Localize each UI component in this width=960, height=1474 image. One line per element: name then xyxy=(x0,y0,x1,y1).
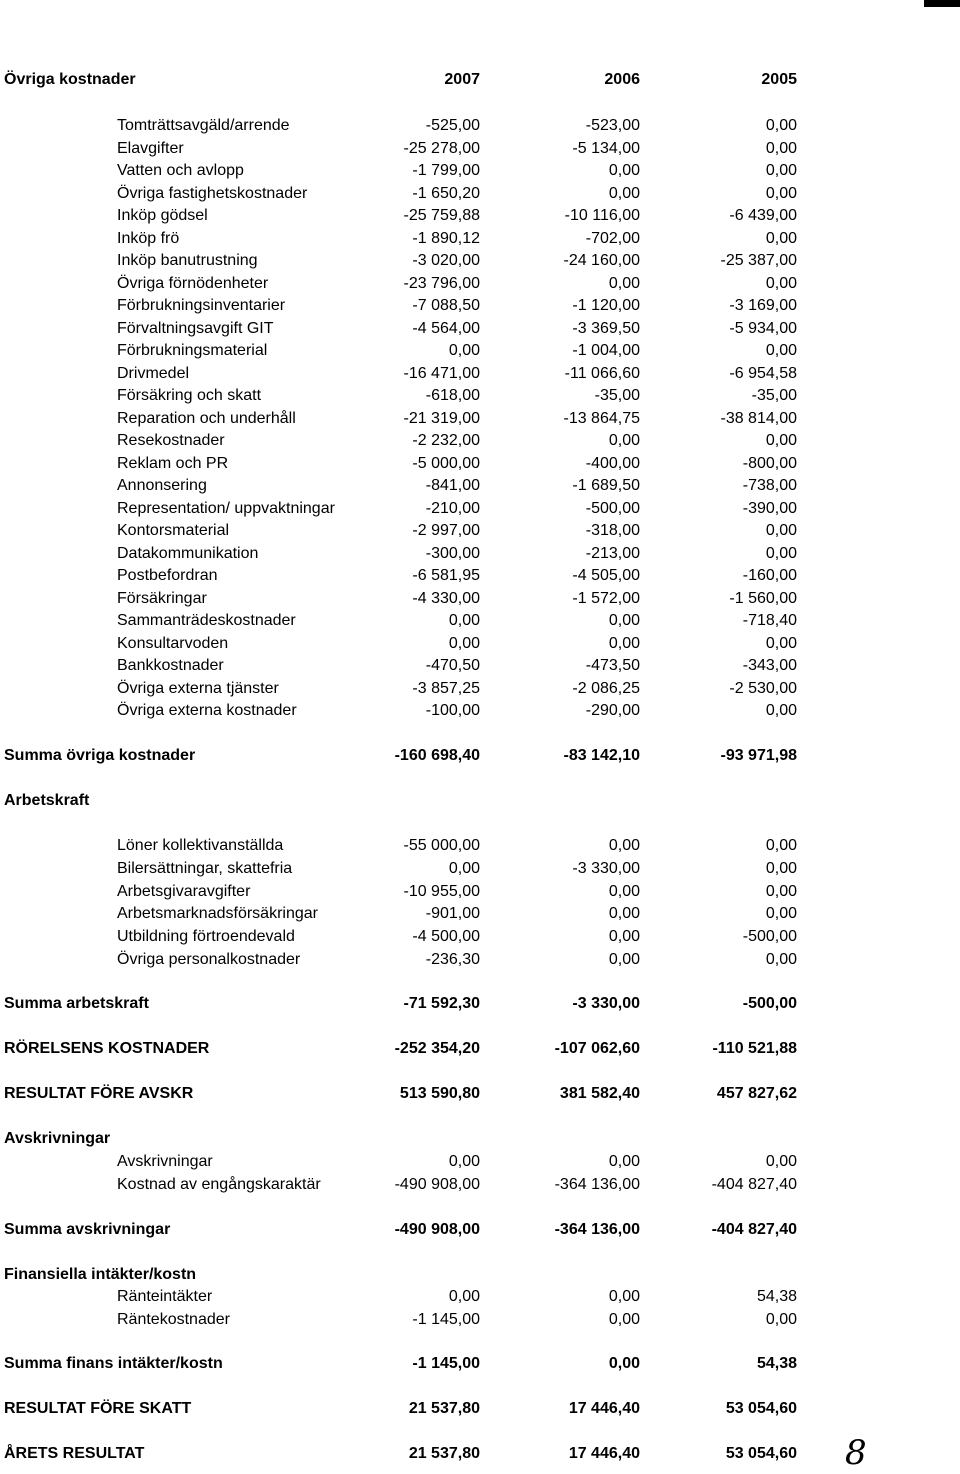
row-label: Inköp banutrustning xyxy=(117,252,258,269)
value-2005: 53 054,60 xyxy=(725,1445,797,1462)
value-2007: -16 471,00 xyxy=(403,364,480,382)
row-label: Summa finans intäkter/kostn xyxy=(4,1355,223,1372)
table-row xyxy=(0,1174,960,1196)
year-2007-header: 2007 xyxy=(444,71,480,88)
value-2005: -110 521,88 xyxy=(712,1040,797,1057)
row-label: Drivmedel xyxy=(117,364,190,382)
value-2006: 0,00 xyxy=(608,1153,640,1170)
row-label: Förvaltningsavgift GIT xyxy=(117,319,274,337)
value-2005: 0,00 xyxy=(765,139,797,157)
value-2007: -525,00 xyxy=(425,117,480,134)
table-row xyxy=(0,340,960,362)
value-2006: -3 369,50 xyxy=(572,319,640,337)
value-2007: -25 759,88 xyxy=(403,207,480,224)
value-2006: -35,00 xyxy=(594,387,640,404)
value-2007: -1 890,12 xyxy=(412,229,480,247)
value-2006: 0,00 xyxy=(608,928,640,946)
value-2005: -1 560,00 xyxy=(729,589,797,607)
value-2006: -11 066,60 xyxy=(564,364,640,382)
value-2007: -901,00 xyxy=(425,905,480,923)
arets-resultat-row xyxy=(0,1443,960,1465)
value-2005: -800,00 xyxy=(742,454,797,472)
row-label: RESULTAT FÖRE AVSKR xyxy=(4,1085,194,1102)
value-2005: -93 971,98 xyxy=(720,747,797,764)
row-label: Tomträttsavgäld/arrende xyxy=(117,117,290,134)
avskrivningar-heading-row xyxy=(0,1128,960,1150)
row-label: Summa arbetskraft xyxy=(4,995,149,1012)
value-2007: -841,00 xyxy=(425,477,480,494)
value-2005: 54,38 xyxy=(756,1355,797,1372)
value-2007: -6 581,95 xyxy=(412,567,480,584)
row-label: Reparation och underhåll xyxy=(117,409,296,427)
value-2006: -24 160,00 xyxy=(563,252,640,269)
row-label: Representation/ uppvaktningar xyxy=(117,499,335,517)
row-label: Avskrivningar xyxy=(117,1153,213,1170)
value-2005: 0,00 xyxy=(765,837,797,854)
row-label: Förbrukningsinventarier xyxy=(117,297,286,314)
row-label: Bilersättningar, skattefria xyxy=(117,859,293,877)
year-2006-header: 2006 xyxy=(604,71,640,88)
table-row xyxy=(0,835,960,857)
row-label: Vatten och avlopp xyxy=(117,162,244,179)
row-label: Summa avskrivningar xyxy=(4,1221,171,1238)
value-2006: -10 116,00 xyxy=(564,207,640,224)
value-2007: -3 020,00 xyxy=(412,252,480,269)
value-2007: -2 232,00 xyxy=(412,432,480,449)
value-2006: 0,00 xyxy=(608,612,640,629)
value-2005: 457 827,62 xyxy=(716,1085,797,1102)
value-2007: -100,00 xyxy=(425,702,480,719)
value-2006: -1 689,50 xyxy=(572,477,640,494)
value-2005: 54,38 xyxy=(756,1288,797,1305)
row-label: Försäkring och skatt xyxy=(117,387,262,404)
value-2006: -702,00 xyxy=(585,229,640,247)
value-2005: -390,00 xyxy=(742,499,797,517)
value-2006: -473,50 xyxy=(585,657,640,674)
table-row xyxy=(0,363,960,385)
value-2005: 0,00 xyxy=(765,882,797,900)
value-2007: 0,00 xyxy=(448,1153,480,1170)
row-label: Kontorsmaterial xyxy=(117,522,230,539)
value-2005: 0,00 xyxy=(765,274,797,292)
resultat-fore-skatt-row xyxy=(0,1398,960,1420)
row-label: Summa övriga kostnader xyxy=(4,747,196,764)
value-2006: 0,00 xyxy=(608,951,640,968)
table-row xyxy=(0,453,960,475)
row-label: Övriga externa tjänster xyxy=(117,679,279,697)
value-2007: 0,00 xyxy=(448,612,480,629)
value-2005: 0,00 xyxy=(765,522,797,539)
value-2005: 0,00 xyxy=(765,1310,797,1328)
summa-arbetskraft-row xyxy=(0,993,960,1015)
value-2006: 0,00 xyxy=(608,1310,640,1328)
summa-ovriga-row xyxy=(0,745,960,767)
value-2007: -1 145,00 xyxy=(412,1355,480,1372)
value-2005: 0,00 xyxy=(765,229,797,247)
value-2006: 0,00 xyxy=(608,1288,640,1305)
table-row xyxy=(0,1286,960,1308)
row-label: Postbefordran xyxy=(117,567,218,584)
row-label: Ränteintäkter xyxy=(117,1288,213,1305)
value-2006: 0,00 xyxy=(608,905,640,923)
row-label: RESULTAT FÖRE SKATT xyxy=(4,1400,192,1417)
value-2006: 0,00 xyxy=(608,184,640,202)
row-label: Löner kollektivanställda xyxy=(117,837,284,854)
table-row xyxy=(0,858,960,880)
row-label: Övriga externa kostnader xyxy=(117,702,297,719)
table-row xyxy=(0,610,960,632)
value-2005: 0,00 xyxy=(765,342,797,359)
value-2005: 0,00 xyxy=(765,1153,797,1170)
table-row xyxy=(0,295,960,317)
value-2007: -490 908,00 xyxy=(394,1175,480,1193)
value-2007: -618,00 xyxy=(425,387,480,404)
table-row xyxy=(0,520,960,542)
table-row xyxy=(0,385,960,407)
value-2007: -236,30 xyxy=(425,951,480,968)
value-2006: 0,00 xyxy=(608,634,640,652)
value-2005: -3 169,00 xyxy=(729,297,797,314)
value-2007: -23 796,00 xyxy=(403,274,480,292)
value-2007: -4 330,00 xyxy=(412,589,480,607)
table-row xyxy=(0,205,960,227)
value-2005: 53 054,60 xyxy=(725,1400,797,1417)
value-2007: 21 537,80 xyxy=(408,1400,480,1417)
value-2006: 17 446,40 xyxy=(568,1445,640,1462)
value-2006: -3 330,00 xyxy=(572,995,640,1012)
value-2007: -4 564,00 xyxy=(412,319,480,337)
value-2006: -1 120,00 xyxy=(572,297,640,314)
row-label: Sammanträdeskostnader xyxy=(117,612,296,629)
row-label: Inköp gödsel xyxy=(117,207,208,224)
value-2007: -160 698,40 xyxy=(394,747,480,764)
value-2007: -1 145,00 xyxy=(412,1310,480,1328)
value-2006: -13 864,75 xyxy=(563,409,640,427)
value-2007: -252 354,20 xyxy=(394,1040,480,1057)
value-2007: -71 592,30 xyxy=(403,995,480,1012)
section-heading: Arbetskraft xyxy=(4,792,90,809)
resultat-fore-avskr-row xyxy=(0,1083,960,1105)
value-2007: -7 088,50 xyxy=(412,297,480,314)
value-2006: -500,00 xyxy=(585,499,640,517)
value-2006: -364 136,00 xyxy=(554,1175,640,1193)
value-2006: -83 142,10 xyxy=(563,747,640,764)
table-row xyxy=(0,1151,960,1173)
table-row xyxy=(0,273,960,295)
table-row xyxy=(0,138,960,160)
table-row xyxy=(0,430,960,452)
value-2007: -10 955,00 xyxy=(403,882,480,900)
table-row xyxy=(0,228,960,250)
row-label: Datakommunikation xyxy=(117,544,259,562)
section-heading: Avskrivningar xyxy=(4,1130,111,1147)
table-row xyxy=(0,183,960,205)
row-label: Elavgifter xyxy=(117,139,184,157)
value-2005: -6 439,00 xyxy=(729,207,797,224)
value-2006: 0,00 xyxy=(608,162,640,179)
value-2006: -400,00 xyxy=(585,454,640,472)
value-2007: 0,00 xyxy=(448,859,480,877)
value-2005: 0,00 xyxy=(765,634,797,652)
table-row xyxy=(0,475,960,497)
row-label: Kostnad av engångskaraktär xyxy=(117,1175,321,1193)
table-row xyxy=(0,318,960,340)
value-2005: -404 827,40 xyxy=(711,1221,797,1238)
value-2007: -5 000,00 xyxy=(412,454,480,472)
value-2005: -2 530,00 xyxy=(729,679,797,697)
value-2006: 0,00 xyxy=(608,274,640,292)
value-2006: -213,00 xyxy=(585,544,640,562)
value-2005: 0,00 xyxy=(765,702,797,719)
page-number: 8 xyxy=(845,1433,867,1473)
value-2007: -3 857,25 xyxy=(412,679,480,697)
value-2006: 0,00 xyxy=(608,882,640,900)
value-2006: -107 062,60 xyxy=(554,1040,640,1057)
value-2007: -25 278,00 xyxy=(403,139,480,157)
row-label: ÅRETS RESULTAT xyxy=(4,1445,145,1462)
value-2006: -523,00 xyxy=(585,117,640,134)
value-2005: -343,00 xyxy=(742,657,797,674)
value-2006: -364 136,00 xyxy=(554,1221,640,1238)
table-row xyxy=(0,678,960,700)
value-2007: 0,00 xyxy=(448,634,480,652)
table-row xyxy=(0,588,960,610)
value-2007: 0,00 xyxy=(448,342,480,359)
row-label: Arbetsmarknadsförsäkringar xyxy=(117,905,318,923)
table-row xyxy=(0,881,960,903)
value-2007: -300,00 xyxy=(425,544,480,562)
value-2006: -290,00 xyxy=(585,702,640,719)
row-label: Reklam och PR xyxy=(117,454,229,472)
value-2006: 17 446,40 xyxy=(568,1400,640,1417)
value-2005: 0,00 xyxy=(765,905,797,923)
row-label: Utbildning förtroendevald xyxy=(117,928,295,946)
table-row xyxy=(0,115,960,137)
row-label: Resekostnader xyxy=(117,432,225,449)
value-2007: -1 799,00 xyxy=(412,162,480,179)
value-2005: 0,00 xyxy=(765,951,797,968)
value-2005: -718,40 xyxy=(742,612,797,629)
value-2006: 0,00 xyxy=(608,837,640,854)
table-row xyxy=(0,408,960,430)
value-2005: 0,00 xyxy=(765,859,797,877)
value-2005: -160,00 xyxy=(742,567,797,584)
year-2005-header: 2005 xyxy=(761,71,797,88)
value-2006: -3 330,00 xyxy=(572,859,640,877)
row-label: Räntekostnader xyxy=(117,1310,230,1328)
row-label: Arbetsgivaravgifter xyxy=(117,882,251,900)
value-2007: -490 908,00 xyxy=(394,1221,480,1238)
value-2005: -6 954,58 xyxy=(729,364,797,382)
table-row xyxy=(0,903,960,925)
value-2005: -35,00 xyxy=(751,387,797,404)
row-label: Försäkringar xyxy=(117,589,207,607)
value-2007: -4 500,00 xyxy=(412,928,480,946)
value-2007: -1 650,20 xyxy=(412,184,480,202)
value-2005: -404 827,40 xyxy=(711,1175,797,1193)
value-2005: -500,00 xyxy=(742,928,797,946)
row-label: Konsultarvoden xyxy=(117,634,229,652)
value-2005: -25 387,00 xyxy=(720,252,797,269)
value-2006: -318,00 xyxy=(585,522,640,539)
value-2007: 21 537,80 xyxy=(408,1445,480,1462)
table-row xyxy=(0,160,960,182)
value-2007: -2 997,00 xyxy=(412,522,480,539)
table-row xyxy=(0,926,960,948)
table-row xyxy=(0,1309,960,1331)
value-2005: -738,00 xyxy=(742,477,797,494)
summa-avskrivningar-row xyxy=(0,1219,960,1241)
table-row xyxy=(0,250,960,272)
value-2005: 0,00 xyxy=(765,184,797,202)
table-row xyxy=(0,700,960,722)
rorelsens-kostnader-row xyxy=(0,1038,960,1060)
section-heading: Finansiella intäkter/kostn xyxy=(4,1266,197,1283)
value-2007: -470,50 xyxy=(425,657,480,674)
table-row xyxy=(0,565,960,587)
row-label: Övriga personalkostnader xyxy=(117,951,301,968)
table-row xyxy=(0,543,960,565)
corner-mark xyxy=(924,0,960,7)
section-title: Övriga kostnader xyxy=(4,71,136,88)
value-2006: 0,00 xyxy=(608,432,640,449)
row-label: Övriga fastighetskostnader xyxy=(117,184,308,202)
value-2006: -4 505,00 xyxy=(572,567,640,584)
value-2007: 513 590,80 xyxy=(399,1085,480,1102)
value-2007: -21 319,00 xyxy=(403,409,480,427)
table-row xyxy=(0,949,960,971)
value-2005: 0,00 xyxy=(765,162,797,179)
value-2006: 381 582,40 xyxy=(559,1085,640,1102)
row-label: Övriga förnödenheter xyxy=(117,274,269,292)
row-label: Förbrukningsmaterial xyxy=(117,342,268,359)
arbetskraft-heading-row xyxy=(0,790,960,812)
value-2007: -210,00 xyxy=(425,499,480,517)
value-2005: -5 934,00 xyxy=(729,319,797,337)
value-2006: -2 086,25 xyxy=(572,679,640,697)
value-2007: 0,00 xyxy=(448,1288,480,1305)
value-2005: 0,00 xyxy=(765,432,797,449)
table-header xyxy=(0,69,960,91)
table-row xyxy=(0,633,960,655)
value-2005: -500,00 xyxy=(742,995,797,1012)
row-label: Annonsering xyxy=(117,477,207,494)
value-2006: -1 004,00 xyxy=(572,342,640,359)
finansiella-heading-row xyxy=(0,1264,960,1286)
value-2005: 0,00 xyxy=(765,117,797,134)
value-2007: -55 000,00 xyxy=(403,837,480,854)
summa-finans-row xyxy=(0,1353,960,1375)
value-2005: 0,00 xyxy=(765,544,797,562)
value-2006: 0,00 xyxy=(608,1355,640,1372)
table-row xyxy=(0,655,960,677)
value-2006: -5 134,00 xyxy=(572,139,640,157)
table-row xyxy=(0,498,960,520)
row-label: Bankkostnader xyxy=(117,657,224,674)
value-2006: -1 572,00 xyxy=(572,589,640,607)
row-label: Inköp frö xyxy=(117,229,180,247)
value-2005: -38 814,00 xyxy=(720,409,797,427)
row-label: RÖRELSENS KOSTNADER xyxy=(4,1040,210,1057)
